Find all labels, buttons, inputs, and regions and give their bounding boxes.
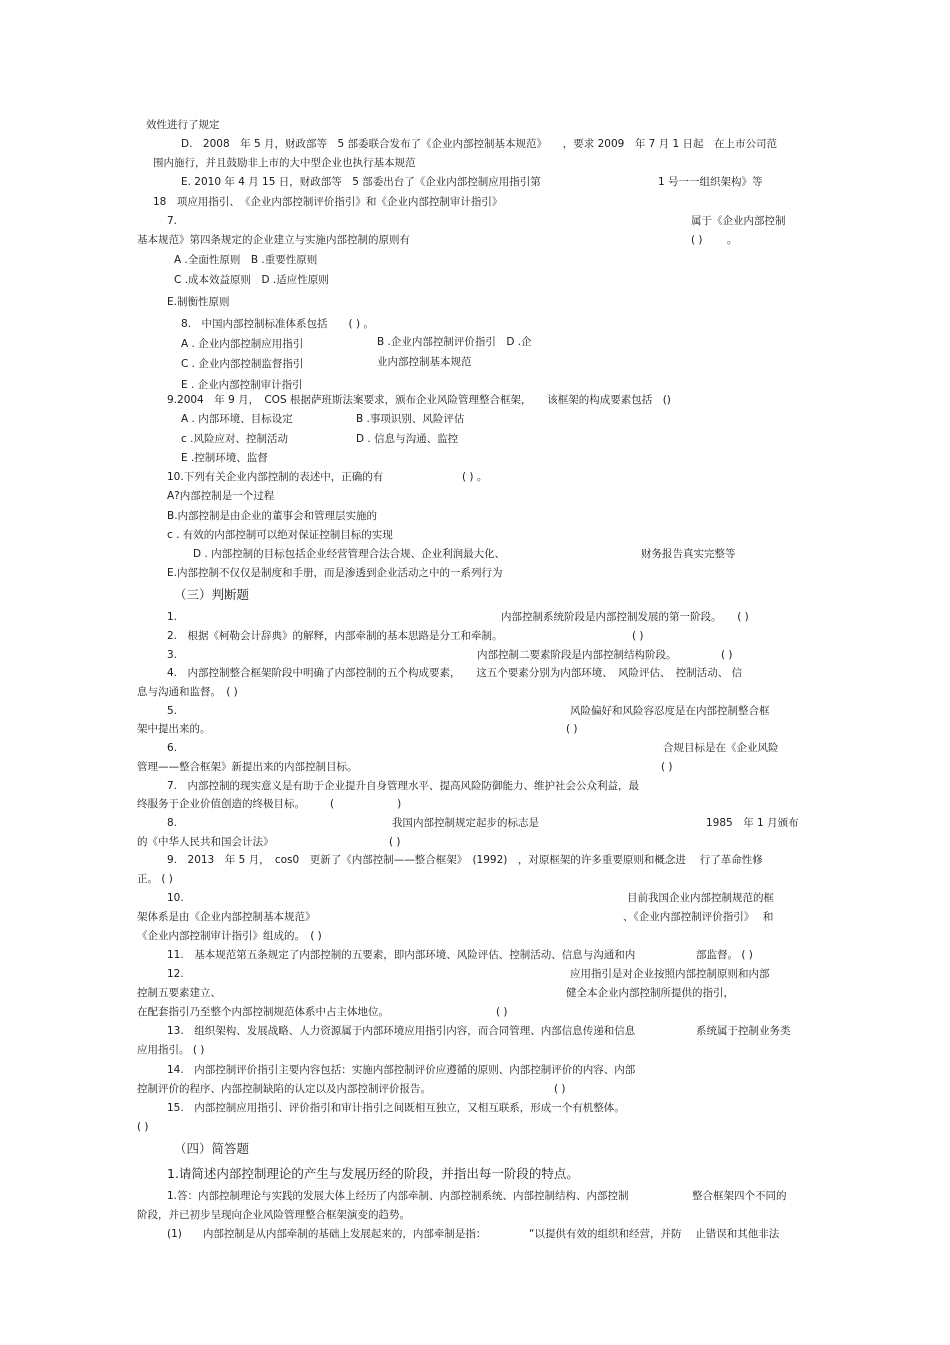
text-line: D . 信息与沟通、监控: [356, 433, 459, 445]
text-line: B .事项识别、风险评估: [356, 413, 465, 425]
text-line: 目前我国企业内部控制规范的框: [627, 892, 774, 904]
text-line: ( ) 。: [462, 471, 488, 483]
text-line: E.制衡性原则: [167, 296, 230, 308]
text-line: 14. 内部控制评价指引主要内容包括：实施内部控制评价应遵循的原则、内部控制评价的内容、内部: [167, 1064, 636, 1076]
text-line: ( ): [554, 1083, 566, 1095]
text-line: C . 企业内部控制监督指引: [181, 358, 304, 370]
text-line: A .全面性原则 B .重要性原则: [174, 254, 318, 266]
section-heading: （四）简答题: [174, 1141, 250, 1156]
text-line: 内部控制二要素阶段是内部控制结构阶段。: [477, 649, 677, 661]
text-line: 的《中华人民共和国会计法》: [137, 836, 274, 848]
text-line: 6.: [167, 742, 178, 754]
text-line: ( ): [330, 798, 402, 810]
text-line: B .企业内部控制评价指引 D .企: [377, 336, 532, 348]
text-line: E.内部控制不仅仅是制度和手册，而是渗透到企业活动之中的一系列行为: [167, 567, 503, 579]
text-line: “以提供有效的组织和经营，并防 止错误和其他非法: [529, 1228, 780, 1240]
text-line: 18 项应用指引、 《企业内部控制评价指引》和《企业内部控制审计指引》: [153, 196, 503, 208]
text-line: 12.: [167, 968, 184, 980]
text-line: ( ): [721, 649, 733, 661]
text-line: 1985 年 1 月颁布: [706, 817, 799, 829]
text-line: 我国内部控制规定起步的标志是: [392, 817, 539, 829]
text-line: 9. 2013 年 5 月， cos0 更新了《内部控制——整合框架》 (1992) ，对原框架的许多重要原则和概念进 行了革命性修: [167, 854, 763, 866]
text-line: 1.: [167, 611, 178, 623]
text-line: 基本规范》第四条规定的企业建立与实施内部控制的原则有: [137, 234, 410, 246]
text-line: 围内施行，并且鼓励非上市的大中型企业也执行基本规范: [153, 157, 416, 169]
text-line: 在配套指引乃至整个内部控制规范体系中占主体地位。: [137, 1006, 389, 1018]
text-line: 效性进行了规定: [146, 119, 220, 131]
text-line: 11. 基本规范第五条规定了内部控制的五要素，即内部环境、风险评估、控制活动、信息与沟通和内: [167, 949, 636, 961]
text-line: c .风险应对、控制活动: [181, 433, 288, 445]
text-line: 部监督。 ( ): [696, 949, 753, 961]
text-line: 控制评价的程序、内部控制缺陷的认定以及内部控制评价报告。: [137, 1083, 431, 1095]
text-line: ( ): [632, 630, 644, 642]
text-line: 1 号一一组织架构》等: [658, 176, 763, 188]
text-line: 10.下列有关企业内部控制的表述中，正确的有: [167, 471, 384, 483]
text-line: 5.: [167, 705, 178, 717]
text-line: 架体系是由《企业内部控制基本规范》: [137, 911, 316, 923]
text-line: D . 内部控制的目标包括企业经营管理合法合规、企业利润最大化、: [193, 548, 506, 560]
text-line: 10.: [167, 892, 184, 904]
text-line: 合规目标是在《企业风险: [663, 742, 779, 754]
text-line: 15. 内部控制应用指引、评价指引和审计指引之间既相互独立，又相互联系，形成一个有机整体。: [167, 1102, 625, 1114]
text-line: 内部控制系统阶段是内部控制发展的第一阶段。 ( ): [501, 611, 749, 623]
text-line: 《企业内部控制审计指引》组成的。 ( ): [137, 930, 322, 942]
text-line: E . 企业内部控制审计指引: [181, 379, 303, 391]
text-line: 8.: [167, 817, 178, 829]
text-line: 健全本企业内部控制所提供的指引，: [566, 987, 734, 999]
text-line: E .控制环境、监督: [181, 452, 268, 464]
text-line: 系统属于控制业务类: [696, 1025, 791, 1037]
text-line: 7.: [167, 215, 178, 227]
text-line: 7. 内部控制的现实意义是有助于企业提升自身管理水平、提高风险防御能力、维护社会公众利益，最: [167, 780, 640, 792]
text-line: 应用指引。 ( ): [137, 1044, 205, 1056]
text-line: A?内部控制是一个过程: [167, 490, 275, 502]
text-line: 整合框架四个不同的: [692, 1190, 787, 1202]
text-line: 属于《企业内部控制: [691, 215, 786, 227]
text-line: c . 有效的内部控制可以绝对保证控制目标的实现: [167, 529, 393, 541]
text-line: 架中提出来的。: [137, 723, 211, 735]
text-line: ( ): [496, 1006, 508, 1018]
text-line: A . 企业内部控制应用指引: [181, 338, 304, 350]
text-line: 8. 中国内部控制标准体系包括 ( ) 。: [181, 318, 374, 330]
text-line: D. 2008 年 5 月，财政部等 5 部委联合发布了《企业内部控制基本规范》 ，要求 2009 年 7 月 1 日起 在上市公司范: [181, 138, 778, 150]
text-line: E. 2010 年 4 月 15 日，财政部等 5 部委出台了《企业内部控制应用指引第: [181, 176, 541, 188]
text-line: ( ) 。: [691, 234, 738, 246]
text-line: 3.: [167, 649, 178, 661]
text-line: B.内部控制是由企业的董事会和管理层实施的: [167, 510, 378, 522]
text-line: A . 内部环境、目标设定: [181, 413, 293, 425]
text-line: 正。 ( ): [137, 873, 173, 885]
text-line: 9.2004 年 9 月， COS 根据萨班斯法案要求，颁布企业风险管理整合框架， 该框架的构成要素包括 (): [167, 394, 671, 406]
text-line: 财务报告真实完整等: [641, 548, 736, 560]
text-line: ( ): [566, 723, 578, 735]
text-line: 终服务于企业价值创造的终极目标。: [137, 798, 305, 810]
text-line: 风险偏好和风险容忍度是在内部控制整合框: [570, 705, 770, 717]
text-line: 阶段，并已初步呈现向企业风险管理整合框架演变的趋势。: [137, 1209, 410, 1221]
text-line: 、《企业内部控制评价指引》 和: [623, 911, 774, 923]
text-line: 4. 内部控制整合框架阶段中明确了内部控制的五个构成要素， 这五个要素分别为内部环境、 风险评估、 控制活动、 信: [167, 667, 743, 679]
section-heading: （三）判断题: [174, 587, 250, 602]
text-line: 1.答：内部控制理论与实践的发展大体上经历了内部牵制、内部控制系统、内部控制结构、内部控制: [167, 1190, 629, 1202]
text-line: 息与沟通和监督。 ( ): [137, 686, 238, 698]
text-line: 2. 根据《柯勒会计辞典》的解释，内部牵制的基本思路是分工和牵制。: [167, 630, 503, 642]
text-line: 13. 组织架构、发展战略、人力资源属于内部环境应用指引内容，而合同管理、内部信息传递和信息: [167, 1025, 636, 1037]
text-line: ( ): [661, 761, 673, 773]
text-line: 应用指引是对企业按照内部控制原则和内部: [570, 968, 770, 980]
question-line: 1.请简述内部控制理论的产生与发展历经的阶段，并指出每一阶段的特点。: [167, 1166, 579, 1181]
text-line: 控制五要素建立、: [137, 987, 221, 999]
text-line: ( ): [137, 1121, 149, 1133]
text-line: 管理——整合框架》新提出来的内部控制目标。: [137, 761, 358, 773]
text-line: ( ): [389, 836, 401, 848]
text-line: 业内部控制基本规范: [377, 356, 472, 368]
text-line: (1) 内部控制是从内部牵制的基础上发展起来的，内部牵制是指：: [167, 1228, 487, 1240]
text-line: C .成本效益原则 D .适应性原则: [174, 274, 329, 286]
